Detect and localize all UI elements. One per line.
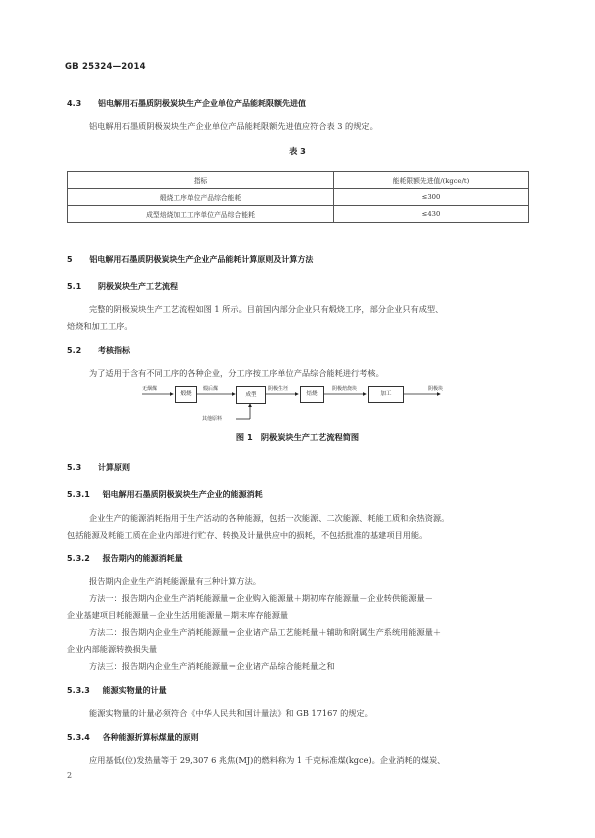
section-title: 铝电解用石墨质阴极炭块生产企业产品能耗计算原则及计算方法 [89,255,314,264]
section-title: 考核指标 [97,346,130,355]
section-number: 5.3.1 [67,490,90,499]
section-5-3-1-heading [67,489,263,500]
page-number: 2 [67,771,73,780]
table-cell: 煅烧工序单位产品综合能耗 [68,189,334,206]
section-5-3-1-line-1: 企业生产的能源消耗指用于生产活动的各种能源，包括一次能源、二次能源、耗能工质和余热资源。 [89,513,450,523]
table-cell: ≤300 [334,189,529,206]
section-5-3-2-line-5: 企业内部能源转换损失量 [67,644,158,654]
flow-arrow-label: 阴极生坯 [268,386,289,392]
section-title: 铝电解用石墨质阴极炭块生产企业单位产品能耗限额先进值 [97,99,306,108]
section-5-3-heading [67,462,130,473]
section-5-2-heading [67,345,130,356]
section-title: 阴极炭块生产工艺流程 [97,282,178,291]
section-5-3-2-line-4: 方法二：报告期内企业生产消耗能源量＝企业诸产品工艺能耗量＋辅助和附属生产系统用能源量＋ [89,627,442,637]
table-3 [67,171,529,223]
table-header-cell: 能耗限额先进值/(kgce/t) [334,172,529,189]
table-header-row [68,172,529,189]
section-5-3-3-heading [67,685,167,696]
section-title: 铝电解用石墨质阴极炭块生产企业的能源消耗 [102,490,263,499]
section-number: 5.3.4 [67,733,90,742]
table-header-cell: 指标 [68,172,334,189]
section-5-1-heading [67,281,178,292]
section-title: 各种能源折算标煤量的原则 [102,733,199,742]
section-5-3-2-heading [67,553,183,564]
baking-box: 焙烧 [300,386,324,403]
section-number: 5.3 [67,463,82,472]
forming-box: 成型 [236,386,266,404]
figure-caption: 图 1 阴极炭块生产工艺流程简图 [235,432,360,442]
section-number: 5.2 [67,346,82,355]
section-number: 5 [67,255,73,264]
flow-input-label: 无烟煤 [142,386,158,392]
section-5-2-paragraph: 为了适用于含有不同工序的各种企业，分工序按工序单位产品综合能耗进行考核。 [89,368,384,378]
section-title: 计算原则 [97,463,130,472]
flow-output-label: 阴极块 [428,386,444,392]
process-flow-diagram [140,383,460,423]
table-caption: 表 3 [289,146,306,156]
section-number: 5.1 [67,282,82,291]
section-5-3-4-heading [67,732,199,743]
flow-side-input-label: 其他原料 [202,416,223,422]
section-5-3-1-line-2: 包括能源及耗能工质在企业内部进行贮存、转换及计量供应中的损耗，不包括批准的基建项目用能。 [67,530,428,540]
section-number: 5.3.2 [67,554,90,563]
section-title: 能源实物量的计量 [102,686,167,695]
table-cell: ≤430 [334,206,529,223]
section-5-3-2-line-1: 报告期内企业生产消耗能源量有三种计算方法。 [89,576,261,586]
section-5-3-2-line-2: 方法一：报告期内企业生产消耗能源量＝企业购入能源量＋期初库存能源量－企业转供能源量－ [89,593,433,603]
calcination-box: 煅烧 [175,386,197,403]
table-cell: 成型焙烧加工工序单位产品综合能耗 [68,206,334,223]
section-5-1-line-1: 完整的阴极炭块生产工艺流程如图 1 所示。目前国内部分企业只有煅烧工序，部分企业只有成型、 [89,304,444,314]
section-5-3-4-paragraph: 应用基低(位)发热量等于 29,307 6 兆焦(MJ)的燃料称为 1 千克标准煤(kgce)。企业消耗的煤炭、 [89,755,446,765]
section-title: 报告期内的能源消耗量 [102,554,183,563]
section-number: 4.3 [67,99,82,108]
machining-box: 加工 [368,386,404,403]
table-row [68,189,529,206]
flow-arrow-label: 阴极焙烧块 [332,386,358,392]
section-5-3-3-paragraph: 能源实物量的计量必须符合《中华人民共和国计量法》和 GB 17167 的规定。 [89,708,373,718]
flow-arrow-label: 煅后煤 [203,386,219,392]
section-5-3-2-line-3: 企业基建项目耗能源量－企业生活用能源量－期末库存能源量 [67,610,289,620]
section-5-heading [67,254,313,265]
section-5-3-2-line-6: 方法三：报告期内企业生产消耗能源量＝企业诸产品综合能耗量之和 [89,661,335,671]
section-4-3-heading [67,98,306,109]
section-4-3-paragraph: 铝电解用石墨质阴极炭块生产企业单位产品能耗限额先进值应符合表 3 的规定。 [89,121,378,131]
section-number: 5.3.3 [67,686,90,695]
table-row [68,206,529,223]
standard-code: GB 25324—2014 [65,62,146,72]
section-5-1-line-2: 焙烧和加工工序。 [67,321,133,331]
